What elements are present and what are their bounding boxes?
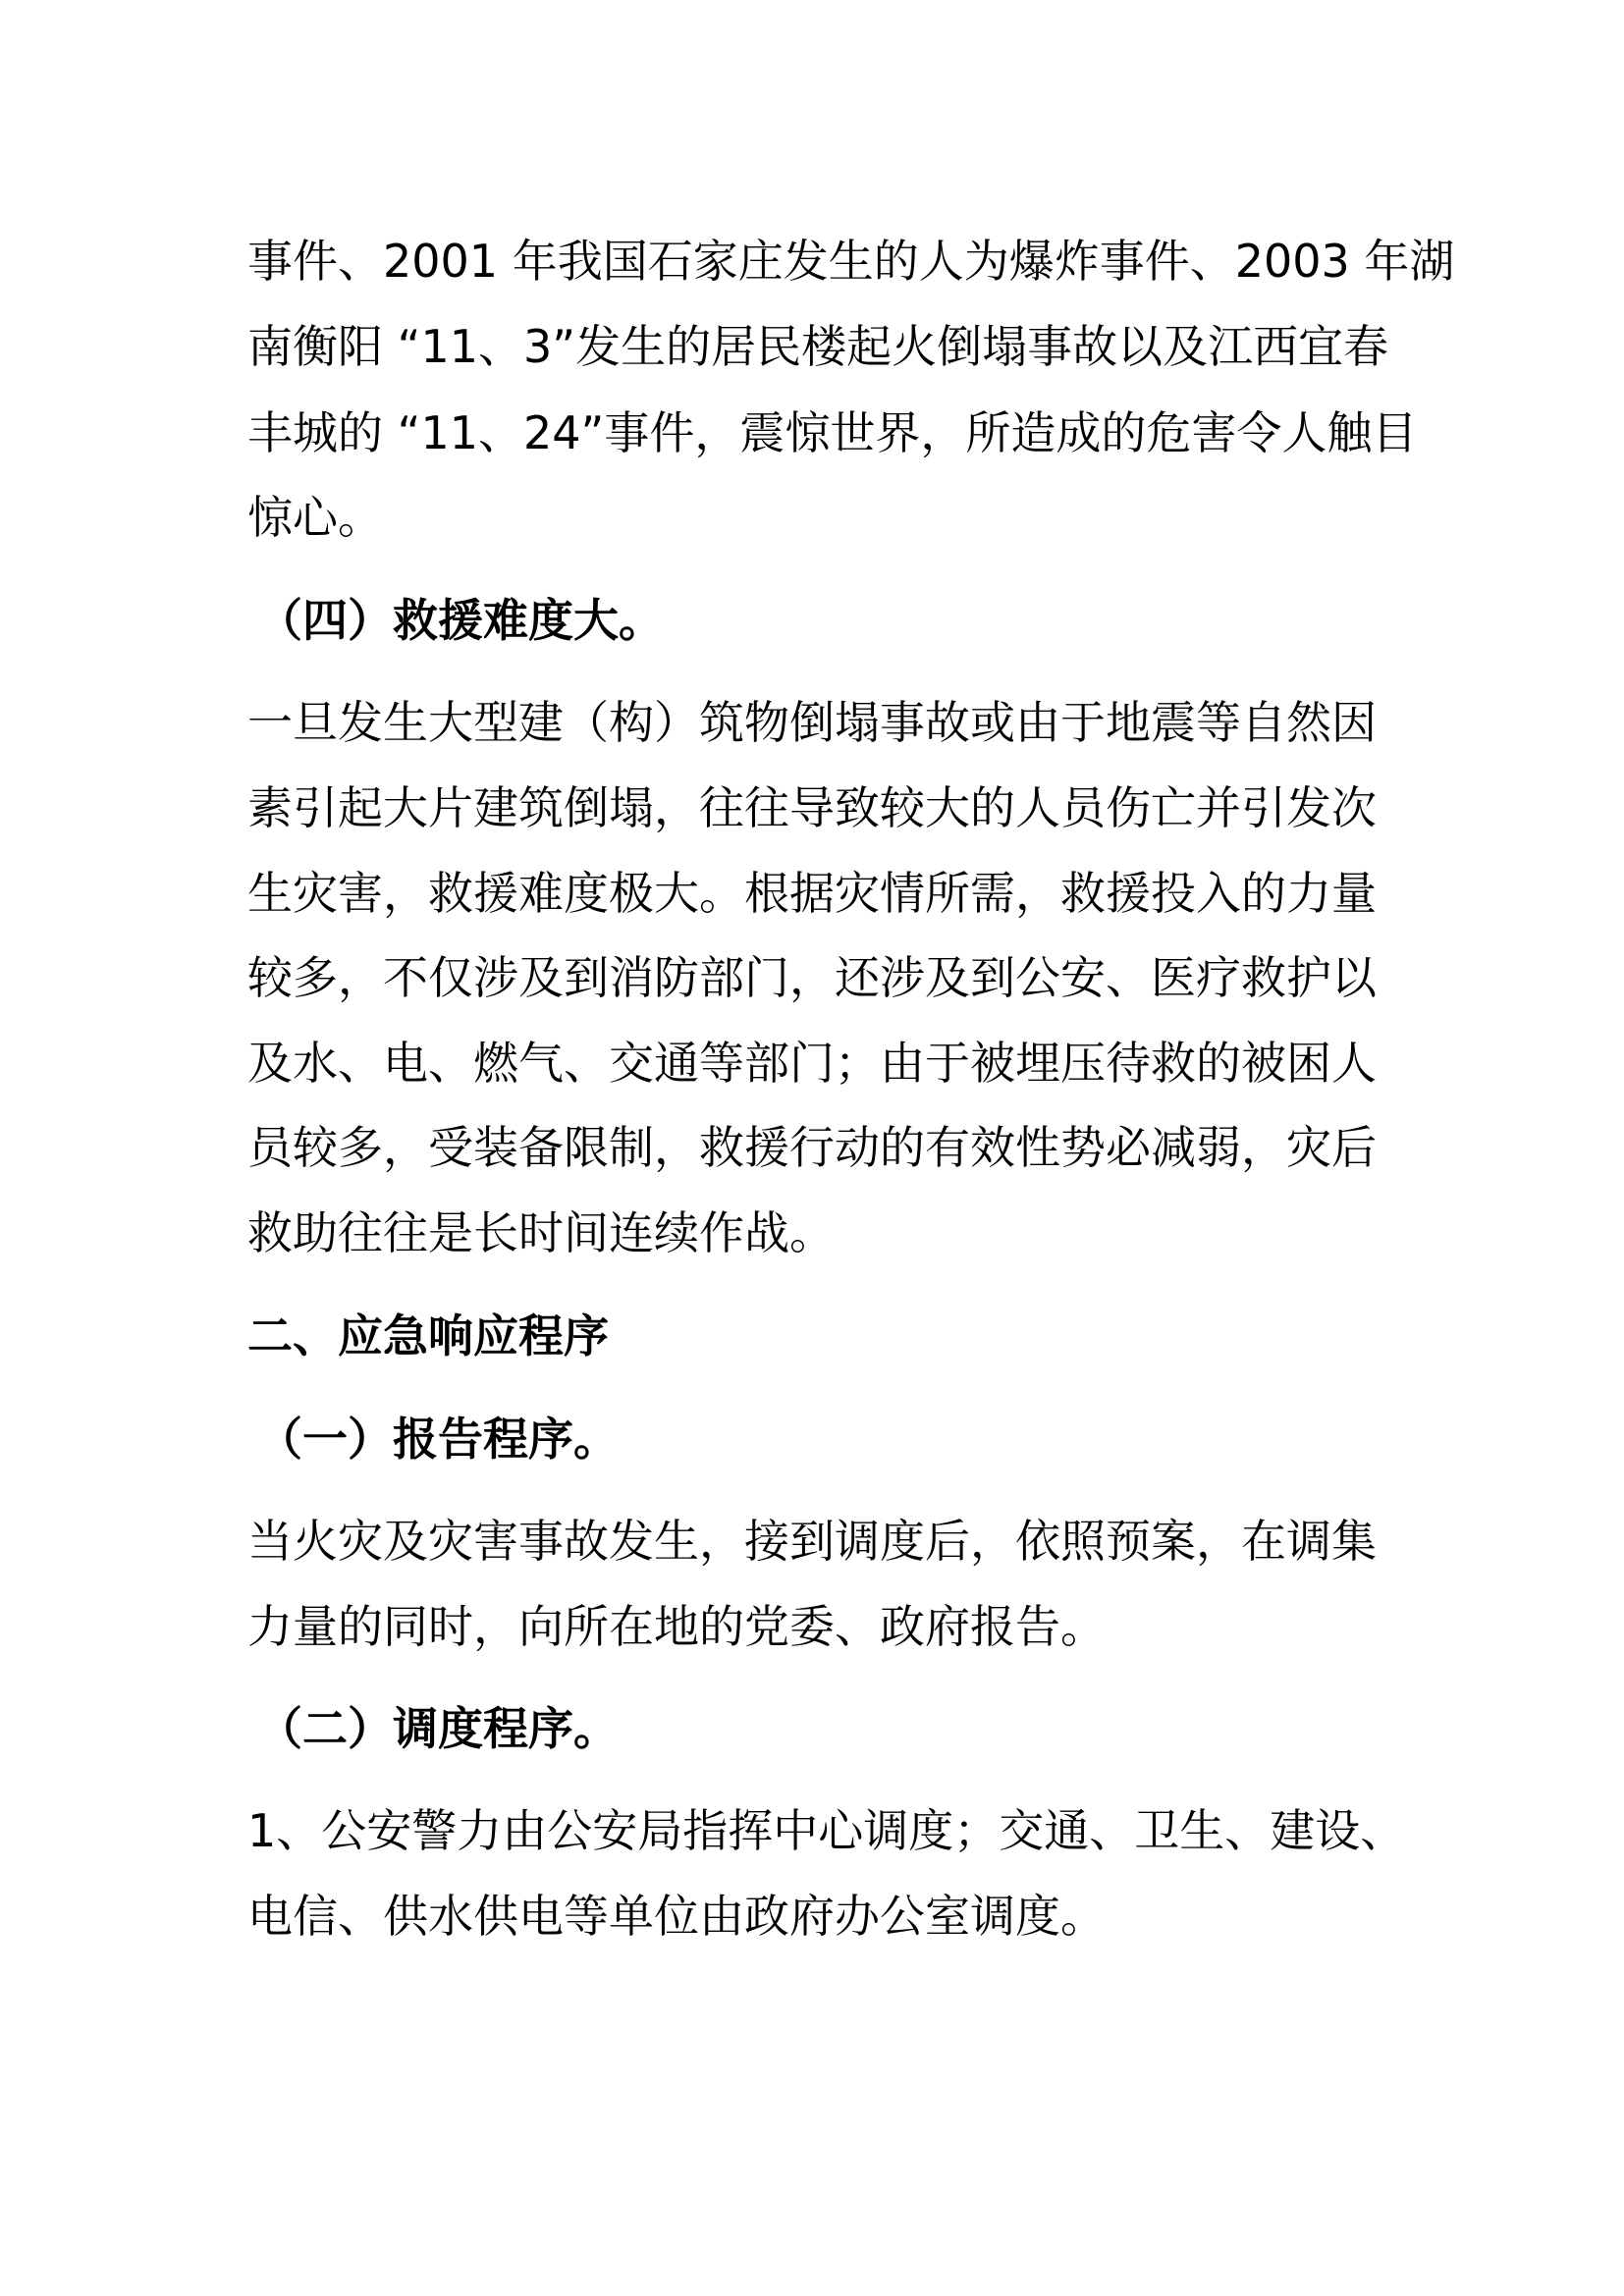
chapter-heading: 二、应急响应程序 [247, 1309, 609, 1362]
paragraph-line: 电信、供水供电等单位由政府办公室调度。 [247, 1890, 1106, 1943]
section-heading: （四）救援难度大。 [257, 594, 664, 647]
paragraph-line: 素引起大片建筑倒塌，往往导致较大的人员伤亡并引发次 [247, 781, 1377, 834]
paragraph-line: 及水、电、燃气、交通等部门；由于被埋压待救的被困人 [247, 1037, 1377, 1090]
paragraph-line: 力量的同时，向所在地的党委、政府报告。 [247, 1600, 1106, 1653]
paragraph-line: 员较多，受装备限制，救援行动的有效性势必减弱，灾后 [247, 1121, 1377, 1174]
paragraph-line: 惊心。 [247, 491, 383, 544]
paragraph-line: 丰城的 “11、24”事件，震惊世界，所造成的危害令人触目 [247, 406, 1418, 459]
paragraph-line: 较多，不仅涉及到消防部门，还涉及到公安、医疗救护以 [247, 951, 1377, 1004]
paragraph-line: 当火灾及灾害事故发生，接到调度后，依照预案，在调集 [247, 1515, 1377, 1568]
section-heading: （一）报告程序。 [257, 1413, 619, 1466]
paragraph-line: 生灾害，救援难度极大。根据灾情所需，救援投入的力量 [247, 867, 1377, 920]
paragraph-line: 1、公安警力由公安局指挥中心调度；交通、卫生、建设、 [247, 1804, 1406, 1857]
section-heading: （二）调度程序。 [257, 1702, 619, 1755]
paragraph-line: 事件、2001 年我国石家庄发生的人为爆炸事件、2003 年湖 [247, 235, 1455, 288]
paragraph-line: 救助往往是长时间连续作战。 [247, 1206, 835, 1259]
paragraph-line: 一旦发生大型建（构）筑物倒塌事故或由于地震等自然因 [247, 696, 1377, 749]
paragraph-line: 南衡阳 “11、3”发生的居民楼起火倒塌事故以及江西宜春 [247, 320, 1389, 373]
